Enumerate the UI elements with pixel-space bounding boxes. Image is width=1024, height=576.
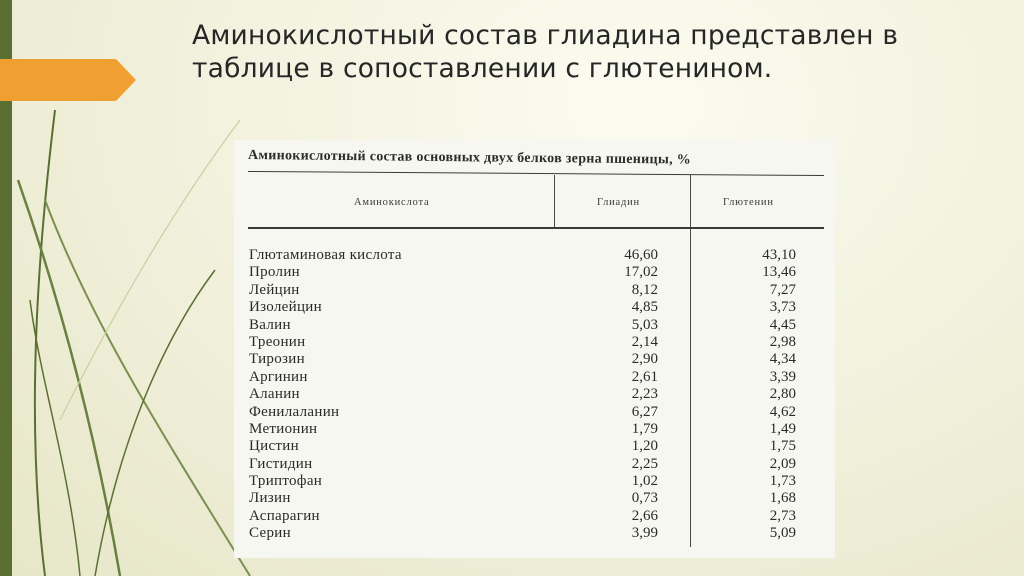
table-row: [248, 264, 828, 281]
glutenin-value: 3,39: [769, 368, 796, 385]
amino-acid-name: Цистин: [249, 438, 299, 455]
gliadin-value: 1,02: [631, 473, 658, 490]
slide-title: Аминокислотный состав глиадина представлен в таблице в сопоставлении с глютенином.: [192, 20, 899, 84]
table-row: [248, 317, 828, 334]
gliadin-value: 46,60: [624, 247, 658, 263]
amino-acid-name: Аланин: [249, 386, 300, 403]
table-row: [248, 247, 828, 264]
amino-acid-table: [234, 140, 835, 558]
table-row: [248, 386, 828, 403]
gliadin-value: 2,66: [631, 507, 658, 524]
gliadin-value: 2,25: [631, 455, 658, 472]
glutenin-value: 43,10: [762, 247, 796, 263]
gliadin-value: 2,61: [631, 368, 658, 385]
header-bottom-rule: [248, 227, 824, 229]
glutenin-value: 4,34: [769, 351, 796, 368]
table-row: [248, 404, 828, 421]
amino-acid-name: Глютаминовая кислота: [249, 247, 402, 263]
gliadin-value: 1,20: [631, 438, 658, 455]
amino-acid-name: Триптофан: [249, 473, 323, 490]
header-glutenin: Глютенин: [723, 197, 774, 208]
amino-acid-name: Лизин: [249, 490, 291, 507]
amino-acid-name: Метионин: [249, 420, 318, 437]
glutenin-value: 2,80: [769, 386, 796, 403]
amino-acid-name: Пролин: [249, 264, 300, 281]
gliadin-value: 5,03: [631, 316, 658, 333]
gliadin-value: 3,99: [631, 525, 658, 542]
glutenin-value: 1,73: [769, 473, 796, 490]
table-caption: Аминокислотный состав основных двух белков зерна пшеницы, %: [247, 148, 692, 168]
glutenin-value: 3,73: [769, 299, 796, 316]
arrow-shape: [0, 59, 136, 101]
header-amino-acid: Аминокислота: [354, 197, 430, 208]
glutenin-value: 13,46: [762, 264, 796, 281]
table-row: [248, 456, 828, 473]
amino-acid-name: Аспарагин: [249, 507, 320, 524]
table-row: [248, 438, 828, 455]
amino-acid-name: Фенилаланин: [249, 403, 340, 420]
amino-acid-name: Треонин: [249, 333, 306, 350]
gliadin-value: 1,79: [631, 420, 658, 437]
gliadin-value: 8,12: [631, 281, 658, 298]
gliadin-value: 6,27: [631, 403, 658, 420]
amino-acid-name: Лейцин: [249, 281, 300, 298]
glutenin-value: 1,75: [769, 438, 796, 455]
glutenin-value: 5,09: [769, 525, 796, 542]
amino-acid-name: Тирозин: [249, 351, 305, 368]
table-row: [248, 351, 828, 368]
table-row: [248, 490, 828, 507]
gliadin-value: 2,23: [631, 386, 658, 403]
glutenin-value: 4,62: [769, 403, 796, 420]
gliadin-value: 2,90: [631, 351, 658, 368]
table-row: [248, 334, 828, 351]
amino-acid-name: Изолейцин: [249, 299, 322, 316]
header-divider-1: [554, 175, 555, 227]
glutenin-value: 2,73: [769, 507, 796, 524]
gliadin-value: 0,73: [631, 490, 658, 507]
gliadin-value: 4,85: [631, 299, 658, 316]
table-row: [248, 421, 828, 438]
amino-acid-name: Гистидин: [249, 455, 313, 472]
table-row: [248, 282, 828, 299]
glutenin-value: 7,27: [769, 281, 796, 298]
table-body: [248, 247, 828, 543]
gliadin-value: 17,02: [624, 264, 658, 281]
glutenin-value: 4,45: [769, 316, 796, 333]
glutenin-value: 2,09: [769, 455, 796, 472]
glutenin-value: 1,68: [769, 490, 796, 507]
amino-acid-name: Валин: [249, 316, 291, 333]
amino-acid-name: Аргинин: [249, 368, 308, 385]
table-row: [248, 508, 828, 525]
table-row: [248, 473, 828, 490]
glutenin-value: 2,98: [769, 333, 796, 350]
orange-arrow-tab: [0, 59, 136, 101]
table-row: [248, 299, 828, 316]
table-row: [248, 525, 828, 542]
table-row: [248, 369, 828, 386]
table-top-rule: [248, 171, 824, 176]
gliadin-value: 2,14: [631, 333, 658, 350]
amino-acid-name: Серин: [249, 525, 291, 542]
glutenin-value: 1,49: [769, 420, 796, 437]
header-gliadin: Глиадин: [597, 197, 640, 208]
